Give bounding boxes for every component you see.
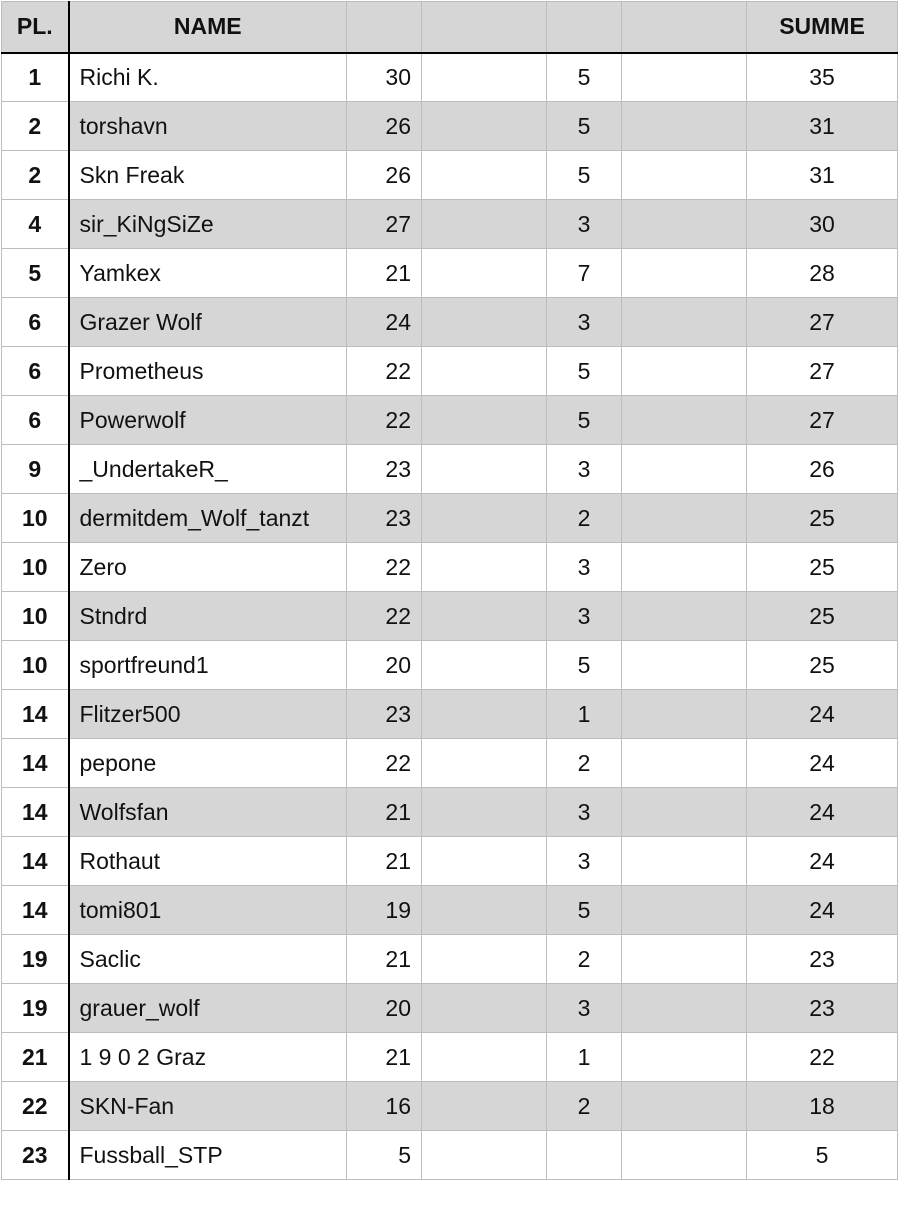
cell-name: _UndertakeR_ [69, 445, 347, 494]
cell-empty [622, 886, 747, 935]
cell-empty [422, 1033, 547, 1082]
cell-place: 14 [2, 739, 69, 788]
cell-bonus: 5 [547, 886, 622, 935]
cell-sum: 31 [747, 151, 898, 200]
cell-name: sportfreund1 [69, 641, 347, 690]
cell-empty [622, 935, 747, 984]
cell-sum: 24 [747, 886, 898, 935]
cell-empty [622, 249, 747, 298]
cell-name: torshavn [69, 102, 347, 151]
cell-points: 23 [347, 690, 422, 739]
cell-place: 10 [2, 543, 69, 592]
cell-place: 10 [2, 641, 69, 690]
cell-empty [422, 690, 547, 739]
cell-empty [622, 1033, 747, 1082]
cell-sum: 31 [747, 102, 898, 151]
cell-empty [422, 886, 547, 935]
cell-sum: 25 [747, 592, 898, 641]
cell-empty [622, 396, 747, 445]
table-row [2, 1033, 898, 1082]
cell-name: grauer_wolf [69, 984, 347, 1033]
cell-points: 26 [347, 102, 422, 151]
cell-bonus: 3 [547, 592, 622, 641]
table-row [2, 739, 898, 788]
cell-sum: 5 [747, 1131, 898, 1180]
cell-empty [622, 690, 747, 739]
cell-sum: 23 [747, 984, 898, 1033]
cell-name: pepone [69, 739, 347, 788]
cell-place: 4 [2, 200, 69, 249]
cell-sum: 25 [747, 641, 898, 690]
cell-bonus: 3 [547, 298, 622, 347]
table-row [2, 102, 898, 151]
cell-place: 14 [2, 788, 69, 837]
cell-name: Yamkex [69, 249, 347, 298]
cell-empty [622, 53, 747, 102]
cell-empty [422, 445, 547, 494]
cell-empty [422, 151, 547, 200]
header-place: PL. [2, 2, 69, 53]
cell-points: 23 [347, 494, 422, 543]
cell-sum: 18 [747, 1082, 898, 1131]
cell-empty [622, 1082, 747, 1131]
cell-name: tomi801 [69, 886, 347, 935]
cell-sum: 22 [747, 1033, 898, 1082]
table-row [2, 1082, 898, 1131]
cell-bonus: 7 [547, 249, 622, 298]
cell-points: 21 [347, 837, 422, 886]
cell-name: Stndrd [69, 592, 347, 641]
cell-bonus: 3 [547, 200, 622, 249]
cell-empty [422, 739, 547, 788]
table-body [2, 53, 898, 1180]
cell-sum: 24 [747, 788, 898, 837]
cell-bonus: 1 [547, 1033, 622, 1082]
cell-points: 24 [347, 298, 422, 347]
cell-sum: 28 [747, 249, 898, 298]
cell-place: 21 [2, 1033, 69, 1082]
table-row [2, 788, 898, 837]
cell-place: 19 [2, 984, 69, 1033]
cell-empty [622, 347, 747, 396]
cell-bonus: 3 [547, 984, 622, 1033]
cell-bonus: 5 [547, 347, 622, 396]
table-row [2, 347, 898, 396]
table-row [2, 298, 898, 347]
cell-bonus: 5 [547, 53, 622, 102]
cell-bonus: 2 [547, 1082, 622, 1131]
cell-empty [422, 494, 547, 543]
cell-empty [422, 200, 547, 249]
cell-sum: 26 [747, 445, 898, 494]
cell-points: 19 [347, 886, 422, 935]
cell-name: sir_KiNgSiZe [69, 200, 347, 249]
cell-place: 10 [2, 494, 69, 543]
cell-sum: 27 [747, 347, 898, 396]
cell-place: 23 [2, 1131, 69, 1180]
cell-bonus: 5 [547, 641, 622, 690]
cell-name: SKN-Fan [69, 1082, 347, 1131]
cell-bonus: 1 [547, 690, 622, 739]
cell-sum: 27 [747, 298, 898, 347]
cell-name: Fussball_STP [69, 1131, 347, 1180]
cell-place: 14 [2, 886, 69, 935]
cell-empty [422, 249, 547, 298]
cell-sum: 25 [747, 543, 898, 592]
table-row [2, 249, 898, 298]
cell-place: 10 [2, 592, 69, 641]
cell-bonus [547, 1131, 622, 1180]
header-col4 [422, 2, 547, 53]
cell-points: 21 [347, 1033, 422, 1082]
cell-place: 9 [2, 445, 69, 494]
table-row [2, 1131, 898, 1180]
cell-empty [622, 788, 747, 837]
cell-place: 2 [2, 151, 69, 200]
cell-empty [622, 151, 747, 200]
cell-sum: 24 [747, 739, 898, 788]
header-col5 [547, 2, 622, 53]
cell-place: 6 [2, 347, 69, 396]
table-row [2, 151, 898, 200]
table-header [2, 2, 898, 53]
cell-empty [422, 102, 547, 151]
table-row [2, 200, 898, 249]
cell-points: 26 [347, 151, 422, 200]
cell-empty [422, 788, 547, 837]
cell-place: 6 [2, 298, 69, 347]
cell-bonus: 3 [547, 788, 622, 837]
cell-place: 14 [2, 837, 69, 886]
cell-empty [422, 347, 547, 396]
cell-points: 5 [347, 1131, 422, 1180]
cell-sum: 23 [747, 935, 898, 984]
cell-bonus: 2 [547, 739, 622, 788]
cell-empty [622, 543, 747, 592]
table-row [2, 543, 898, 592]
cell-sum: 24 [747, 690, 898, 739]
table-row [2, 53, 898, 102]
cell-points: 22 [347, 543, 422, 592]
cell-empty [422, 641, 547, 690]
cell-points: 21 [347, 935, 422, 984]
cell-empty [422, 543, 547, 592]
cell-bonus: 5 [547, 396, 622, 445]
cell-empty [622, 837, 747, 886]
table-row [2, 396, 898, 445]
cell-empty [622, 1131, 747, 1180]
cell-place: 5 [2, 249, 69, 298]
cell-empty [422, 53, 547, 102]
cell-bonus: 3 [547, 837, 622, 886]
cell-empty [422, 298, 547, 347]
cell-name: Richi K. [69, 53, 347, 102]
cell-place: 2 [2, 102, 69, 151]
cell-sum: 30 [747, 200, 898, 249]
table-row [2, 445, 898, 494]
cell-name: dermitdem_Wolf_tanzt [69, 494, 347, 543]
cell-empty [622, 739, 747, 788]
cell-empty [622, 102, 747, 151]
cell-points: 20 [347, 641, 422, 690]
header-col6 [622, 2, 747, 53]
header-sum: SUMME [747, 2, 898, 53]
table-row [2, 886, 898, 935]
cell-sum: 24 [747, 837, 898, 886]
cell-empty [622, 298, 747, 347]
cell-empty [622, 200, 747, 249]
cell-empty [422, 396, 547, 445]
header-row [2, 2, 898, 53]
cell-place: 19 [2, 935, 69, 984]
cell-place: 1 [2, 53, 69, 102]
cell-points: 23 [347, 445, 422, 494]
cell-empty [422, 837, 547, 886]
cell-name: Wolfsfan [69, 788, 347, 837]
cell-points: 22 [347, 347, 422, 396]
cell-name: Saclic [69, 935, 347, 984]
cell-empty [622, 641, 747, 690]
cell-name: Grazer Wolf [69, 298, 347, 347]
cell-name: Skn Freak [69, 151, 347, 200]
cell-empty [422, 1082, 547, 1131]
cell-empty [422, 935, 547, 984]
cell-name: Rothaut [69, 837, 347, 886]
cell-empty [422, 984, 547, 1033]
cell-name: Zero [69, 543, 347, 592]
table-row [2, 494, 898, 543]
table-row [2, 837, 898, 886]
cell-points: 21 [347, 788, 422, 837]
table-row [2, 641, 898, 690]
cell-place: 6 [2, 396, 69, 445]
table-row [2, 984, 898, 1033]
cell-bonus: 2 [547, 494, 622, 543]
cell-name: 1 9 0 2 Graz [69, 1033, 347, 1082]
cell-points: 16 [347, 1082, 422, 1131]
cell-points: 22 [347, 396, 422, 445]
cell-points: 21 [347, 249, 422, 298]
cell-place: 22 [2, 1082, 69, 1131]
cell-bonus: 5 [547, 151, 622, 200]
cell-points: 20 [347, 984, 422, 1033]
header-name: NAME [69, 2, 347, 53]
cell-empty [622, 494, 747, 543]
cell-bonus: 5 [547, 102, 622, 151]
cell-points: 22 [347, 739, 422, 788]
cell-points: 30 [347, 53, 422, 102]
cell-empty [622, 984, 747, 1033]
cell-bonus: 2 [547, 935, 622, 984]
cell-place: 14 [2, 690, 69, 739]
cell-bonus: 3 [547, 445, 622, 494]
ranking-table [1, 1, 898, 1180]
table-row [2, 690, 898, 739]
cell-name: Prometheus [69, 347, 347, 396]
cell-sum: 25 [747, 494, 898, 543]
cell-empty [622, 592, 747, 641]
cell-empty [422, 1131, 547, 1180]
header-col3 [347, 2, 422, 53]
cell-bonus: 3 [547, 543, 622, 592]
cell-sum: 27 [747, 396, 898, 445]
cell-empty [622, 445, 747, 494]
table-row [2, 592, 898, 641]
cell-points: 27 [347, 200, 422, 249]
cell-name: Powerwolf [69, 396, 347, 445]
cell-empty [422, 592, 547, 641]
cell-name: Flitzer500 [69, 690, 347, 739]
cell-sum: 35 [747, 53, 898, 102]
table-row [2, 935, 898, 984]
cell-points: 22 [347, 592, 422, 641]
